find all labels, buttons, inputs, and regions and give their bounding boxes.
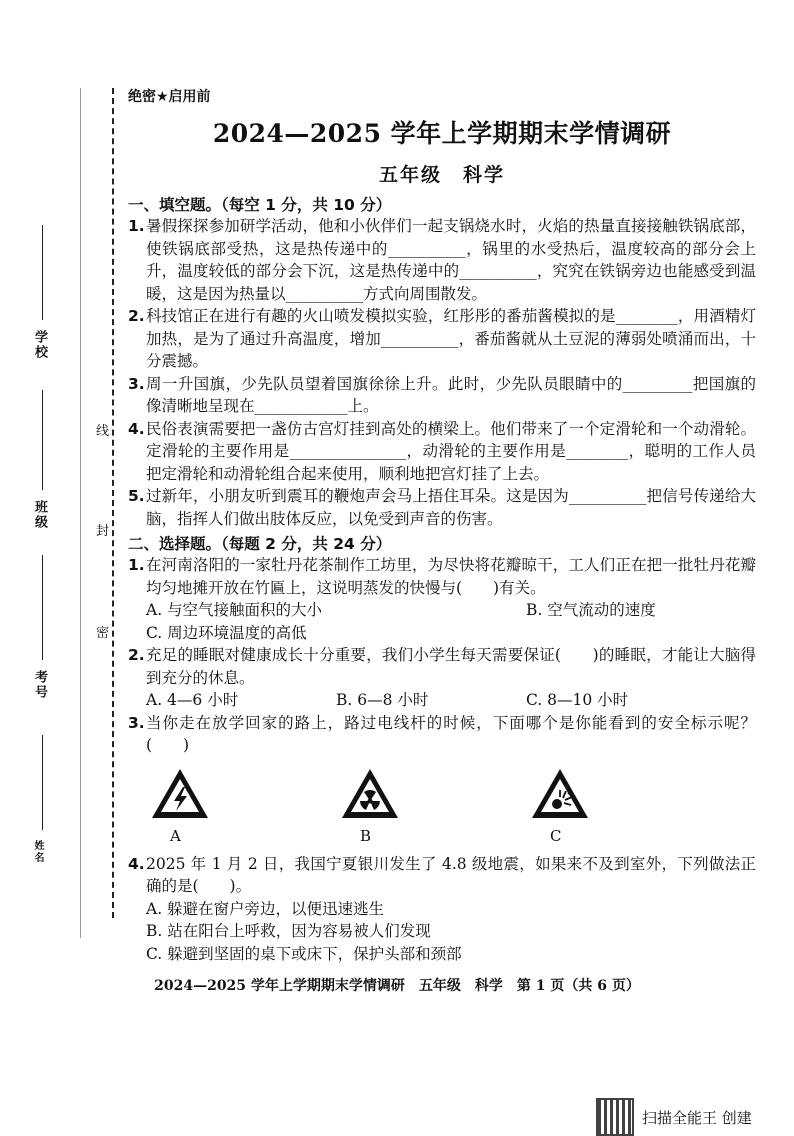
exam-content [128, 86, 756, 965]
choice-options [128, 920, 756, 943]
choice-options [128, 689, 756, 712]
outer-margin-line [80, 88, 81, 938]
camscanner-watermark [596, 1098, 752, 1136]
fill-question-4 [128, 418, 756, 486]
question-text: 当你走在放学回家的路上，路过电线杆的时候，下面哪个是你能看到的安全标示呢？( ) [146, 713, 756, 754]
sign-option-a [148, 767, 338, 853]
exam-subtitle: 五年级 科学 [378, 164, 505, 186]
question-text: 暑假探探参加研学活动，他和小伙伴们一起支锅烧水时，火焰的热量直接接触铁锅底部，使铁锅底部受热，这是热传递中的__________，锅里的水受热后，温度较高的部分会上升，温度较低的部分会下沉，这是热传递中的__________，究究在铁锅旁边也能感受到温暖，这是因为热量以__________方式向周围散发。 [146, 217, 756, 303]
question-number: 3. [128, 713, 145, 732]
question-number: 1. [128, 556, 145, 574]
option-a: A. 躲避在窗户旁边，以便迅速逃生 [146, 899, 385, 918]
sign-label: C [550, 826, 562, 845]
choice-question-4 [128, 853, 756, 898]
question-text: 2025 年 1 月 2 日，我国宁夏银川发生了 4.8 级地震，如果来不及到室外，下列做法正确的是( )。 [146, 854, 756, 895]
option-a: A. 4—6 小时 [146, 691, 239, 709]
question-text: 周一升国旗，少先队员望着国旗徐徐上升。此时，少先队员眼睛中的_________把国旗的像清晰地呈现在____________上。 [146, 374, 756, 415]
radiation-warning-icon [340, 767, 400, 821]
label-exam-number: 考号 [32, 670, 47, 700]
explosive-warning-icon [530, 767, 590, 821]
watermark-text: 扫描全能王 创建 [642, 1108, 752, 1127]
name-fill-line [42, 735, 43, 830]
question-number: 2. [128, 646, 145, 664]
option-c: C. 躲避到坚固的桌下或床下，保护头部和颈部 [146, 944, 462, 963]
sign-label: B [360, 826, 372, 845]
question-number: 2. [128, 307, 145, 325]
question-number: 4. [128, 419, 145, 438]
option-b: B. 6—8 小时 [336, 691, 429, 709]
option-c: C. 周边环境温度的高低 [146, 623, 307, 642]
label-school: 学校 [32, 330, 47, 360]
sign-option-b [338, 767, 528, 853]
question-number: 5. [128, 487, 145, 505]
label-class: 班级 [32, 500, 47, 530]
section-2-heading: 二、选择题。（每题 2 分，共 24 分） [128, 535, 392, 553]
fill-question-1 [128, 215, 756, 305]
binding-dashed-line [112, 88, 114, 918]
school-fill-line [42, 225, 43, 320]
high-voltage-warning-icon [150, 767, 210, 821]
question-number: 4. [128, 854, 145, 873]
safety-signs [128, 767, 756, 853]
choice-options [128, 622, 756, 645]
choice-options [128, 898, 756, 921]
choice-question-2 [128, 644, 756, 689]
seal-char-secret: 密 [96, 626, 110, 641]
option-a: A. 与空气接触面积的大小 [146, 601, 323, 619]
exam-title: 2024—2025 学年上学期期末学情调研 [212, 119, 672, 148]
seal-char-seal: 封 [96, 524, 110, 539]
question-text: 民俗表演需要把一盏仿古宫灯挂到高处的横梁上。他们带来了一个定滑轮和一个动滑轮。定滑轮的主要作用是_______________，动滑轮的主要作用是________，聪明的工作人员把定滑轮和动滑轮组合起来使用，顺利地把宫灯挂了上去。 [146, 419, 756, 483]
option-b: B. 站在阳台上呼救，因为容易被人们发现 [146, 922, 431, 940]
question-number: 1. [128, 217, 145, 235]
question-text: 充足的睡眠对健康成长十分重要，我们小学生每天需要保证( )的睡眠，才能让大脑得到充分的休息。 [146, 646, 756, 687]
page-footer: 2024—2025 学年上学期期末学情调研 五年级 科学 第 1 页（共 6 页） [154, 978, 640, 994]
question-text: 科技馆正在进行有趣的火山喷发模拟实验，红彤彤的番茄酱模拟的是________，用酒精灯加热，是为了通过升高温度，增加__________，番茄酱就从土豆泥的薄弱处喷涌而出，十分震撼。 [146, 307, 756, 370]
label-name: 姓名 [32, 840, 43, 864]
choice-question-1 [128, 554, 756, 599]
fill-question-5 [128, 485, 756, 530]
section-1-heading: 一、填空题。（每空 1 分，共 10 分） [128, 196, 392, 214]
question-text: 过新年，小朋友听到震耳的鞭炮声会马上捂住耳朵。这是因为__________把信号传递给大脑，指挥人们做出肢体反应，以免受到声音的伤害。 [146, 487, 756, 528]
question-number: 3. [128, 374, 145, 393]
qr-code-icon [596, 1098, 634, 1136]
option-b: B. 空气流动的速度 [526, 601, 656, 619]
question-text: 在河南洛阳的一家牡丹花茶制作工坊里，为尽快将花瓣晾干，工人们正在把一批牡丹花瓣均匀地摊开放在竹匾上，这说明蒸发的快慢与( )有关。 [146, 556, 756, 597]
option-c: C. 8—10 小时 [526, 691, 629, 709]
choice-options [128, 943, 756, 966]
choice-options [128, 599, 756, 622]
sign-option-c [528, 767, 718, 853]
seal-char-line: 线 [96, 424, 110, 439]
secret-mark: 绝密★启用前 [128, 89, 211, 105]
sign-label: A [170, 826, 181, 845]
exam-number-fill-line [42, 555, 43, 660]
class-fill-line [42, 390, 43, 490]
fill-question-2 [128, 305, 756, 373]
choice-question-3 [128, 712, 756, 757]
fill-question-3 [128, 373, 756, 418]
